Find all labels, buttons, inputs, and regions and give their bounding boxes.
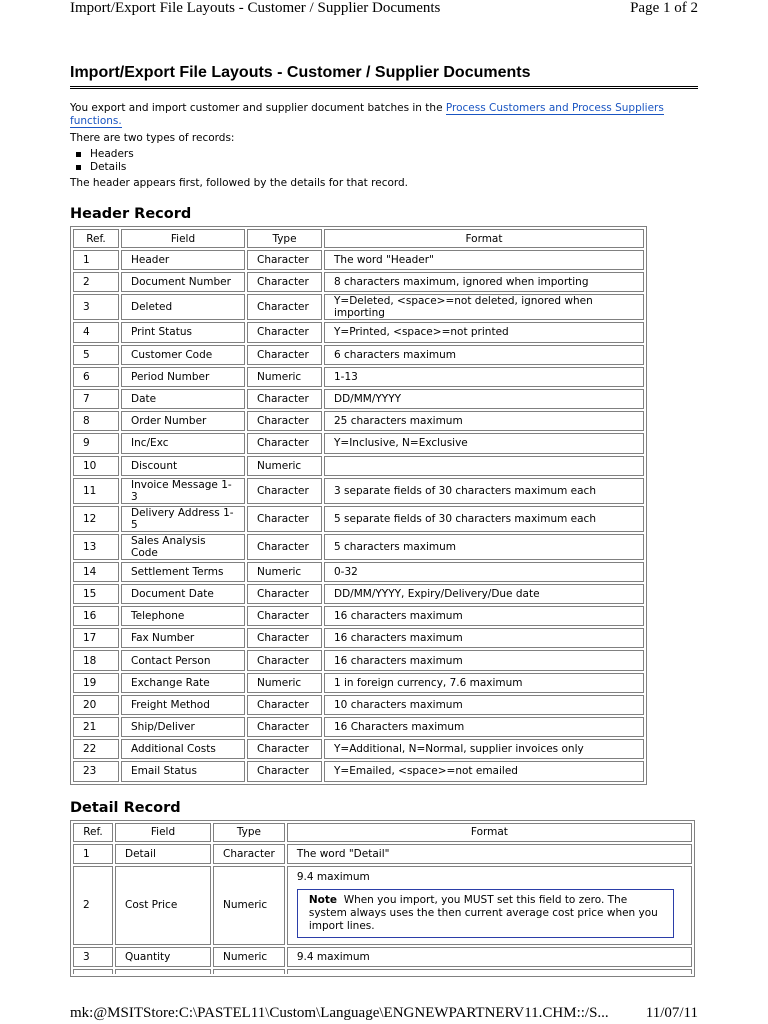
type-cell: Character xyxy=(247,250,322,270)
field-cell: Quantity xyxy=(115,947,211,967)
types-intro: There are two types of records: xyxy=(70,132,235,144)
format-cell: 5 characters maximum xyxy=(324,534,644,560)
field-cell: Ship/Deliver xyxy=(121,717,245,737)
print-footer-path: mk:@MSITStore:C:\PASTEL11\Custom\Language\ENGNEWPARTNERV11.CHM::/S... xyxy=(70,1005,609,1021)
field-cell: Invoice Message 1-3 xyxy=(121,478,245,504)
table-row xyxy=(73,695,644,715)
type-cell: Character xyxy=(247,433,322,453)
print-header xyxy=(70,0,698,18)
column-header: Format xyxy=(287,823,692,842)
table-row xyxy=(73,562,644,582)
format-cell: The word "Detail" xyxy=(287,844,692,864)
table-header-row xyxy=(73,823,692,842)
format-cell: 16 characters maximum xyxy=(324,628,644,648)
page-title: Import/Export File Layouts - Customer / Supplier Documents xyxy=(70,64,698,89)
intro-paragraph xyxy=(70,102,698,128)
type-cell: Character xyxy=(247,650,322,670)
field-cell: Additional Costs xyxy=(121,739,245,759)
column-header: Field xyxy=(115,823,211,842)
ref-cell: 23 xyxy=(73,761,119,781)
ref-cell: 1 xyxy=(73,844,113,864)
table-row xyxy=(73,456,644,476)
format-cell: Y=Printed, <space>=not printed xyxy=(324,322,644,342)
format-cell: 3 separate fields of 30 characters maximum each xyxy=(324,478,644,504)
field-cell: Fax Number xyxy=(121,628,245,648)
ref-cell: 2 xyxy=(73,866,113,945)
field-cell: Date xyxy=(121,389,245,409)
table-row xyxy=(73,947,692,967)
note-label: Note xyxy=(308,893,337,906)
ref-cell: 10 xyxy=(73,456,119,476)
ref-cell: 8 xyxy=(73,411,119,431)
field-cell: Delivery Address 1-5 xyxy=(121,506,245,532)
type-cell: Character xyxy=(247,294,322,320)
ref-cell: 6 xyxy=(73,367,119,387)
list-item xyxy=(70,161,698,174)
field-cell: Telephone xyxy=(121,606,245,626)
print-footer-date: 11/07/11 xyxy=(645,1005,698,1021)
column-header: Ref. xyxy=(73,823,113,842)
type-cell: Character xyxy=(247,478,322,504)
table-row xyxy=(73,272,644,292)
type-cell: Numeric xyxy=(247,456,322,476)
detail-record-heading: Detail Record xyxy=(70,799,181,816)
table-row xyxy=(73,717,644,737)
print-header-page: Page 1 of 2 xyxy=(630,0,698,16)
format-cell: The word "Header" xyxy=(324,250,644,270)
type-cell: Character xyxy=(247,584,322,604)
list-item xyxy=(70,148,698,161)
ref-cell: 11 xyxy=(73,478,119,504)
table-row xyxy=(73,506,644,532)
table-row xyxy=(73,606,644,626)
format-cell: 1-13 xyxy=(324,367,644,387)
type-cell: Character xyxy=(247,606,322,626)
ref-cell: 18 xyxy=(73,650,119,670)
type-cell: Character xyxy=(247,322,322,342)
format-cell: Y=Emailed, <space>=not emailed xyxy=(324,761,644,781)
print-footer xyxy=(70,1005,698,1023)
format-cell xyxy=(324,456,644,476)
bullet-icon xyxy=(76,165,81,170)
table-row xyxy=(73,345,644,365)
process-customers-suppliers-link[interactable]: Process Customers and Process Suppliers functions. xyxy=(70,102,664,127)
column-header: Ref. xyxy=(73,229,119,248)
order-note: The header appears first, followed by the details for that record. xyxy=(70,177,409,189)
table-row xyxy=(73,628,644,648)
table-row xyxy=(73,673,644,693)
field-cell: Sales Analysis Code xyxy=(121,534,245,560)
field-cell: Inc/Exc xyxy=(121,433,245,453)
format-cell: 5 separate fields of 30 characters maximum each xyxy=(324,506,644,532)
table-row xyxy=(73,433,644,453)
note-text: When you import, you MUST set this field to zero. The system always uses the then current average cost price when you import lines. xyxy=(308,893,658,932)
ref-cell: 7 xyxy=(73,389,119,409)
type-cell: Character xyxy=(247,761,322,781)
header-record-heading: Header Record xyxy=(70,206,192,222)
format-cell: Y=Additional, N=Normal, supplier invoices only xyxy=(324,739,644,759)
format-cell xyxy=(287,969,692,974)
table-row xyxy=(73,294,644,320)
format-cell: 6 characters maximum xyxy=(324,345,644,365)
field-cell: Settlement Terms xyxy=(121,562,245,582)
format-cell: 16 Characters maximum xyxy=(324,717,644,737)
ref-cell: 14 xyxy=(73,562,119,582)
intro-text: You export and import customer and supplier document batches in the xyxy=(70,102,446,114)
type-cell: Character xyxy=(247,739,322,759)
record-types-list xyxy=(70,148,698,174)
table-header-row xyxy=(73,229,644,248)
type-cell: Character xyxy=(247,345,322,365)
format-cell: 1 in foreign currency, 7.6 maximum xyxy=(324,673,644,693)
format-cell: 16 characters maximum xyxy=(324,606,644,626)
type-cell: Numeric xyxy=(247,367,322,387)
format-cell: 0-32 xyxy=(324,562,644,582)
table-row xyxy=(73,389,644,409)
ref-cell: 13 xyxy=(73,534,119,560)
table-row xyxy=(73,739,644,759)
detail-record-table xyxy=(70,820,695,977)
table-row xyxy=(73,478,644,504)
table-row xyxy=(73,584,644,604)
ref-cell: 12 xyxy=(73,506,119,532)
format-cell: 25 characters maximum xyxy=(324,411,644,431)
document-content xyxy=(70,64,698,977)
type-cell: Character xyxy=(247,534,322,560)
bullet-icon xyxy=(76,152,81,157)
field-cell: Document Number xyxy=(121,272,245,292)
type-cell: Numeric xyxy=(247,673,322,693)
type-cell xyxy=(213,969,285,974)
ref-cell: 5 xyxy=(73,345,119,365)
format-cell: 9.4 maximum xyxy=(287,947,692,967)
field-cell: Customer Code xyxy=(121,345,245,365)
field-cell: Cost Price xyxy=(115,866,211,945)
column-header: Field xyxy=(121,229,245,248)
format-cell xyxy=(287,866,692,945)
format-cell: 10 characters maximum xyxy=(324,695,644,715)
type-cell: Character xyxy=(247,411,322,431)
type-cell: Character xyxy=(213,844,285,864)
field-cell: Print Status xyxy=(121,322,245,342)
field-cell: Document Date xyxy=(121,584,245,604)
header-record-table xyxy=(70,226,647,785)
ref-cell: 3 xyxy=(73,294,119,320)
field-cell: Contact Person xyxy=(121,650,245,670)
ref-cell: 3 xyxy=(73,947,113,967)
format-text: 9.4 maximum xyxy=(296,870,370,883)
type-cell: Numeric xyxy=(247,562,322,582)
format-cell: 8 characters maximum, ignored when importing xyxy=(324,272,644,292)
field-cell: Exchange Rate xyxy=(121,673,245,693)
column-header: Format xyxy=(324,229,644,248)
ref-cell: 19 xyxy=(73,673,119,693)
table-row xyxy=(73,844,692,864)
ref-cell xyxy=(73,969,113,974)
field-cell: Detail xyxy=(115,844,211,864)
type-cell: Numeric xyxy=(213,947,285,967)
ref-cell: 4 xyxy=(73,322,119,342)
format-cell: 16 characters maximum xyxy=(324,650,644,670)
field-cell: Discount xyxy=(121,456,245,476)
list-item-label: Details xyxy=(90,161,127,173)
table-row xyxy=(73,761,644,781)
field-cell: Header xyxy=(121,250,245,270)
ref-cell: 2 xyxy=(73,272,119,292)
ref-cell: 21 xyxy=(73,717,119,737)
header-record-rows xyxy=(73,250,644,782)
table-row xyxy=(73,534,644,560)
field-cell: Order Number xyxy=(121,411,245,431)
table-row xyxy=(73,250,644,270)
type-cell: Character xyxy=(247,695,322,715)
type-cell: Character xyxy=(247,389,322,409)
format-cell: DD/MM/YYYY, Expiry/Delivery/Due date xyxy=(324,584,644,604)
ref-cell: 1 xyxy=(73,250,119,270)
table-row xyxy=(73,367,644,387)
type-cell: Character xyxy=(247,628,322,648)
ref-cell: 16 xyxy=(73,606,119,626)
field-cell: Deleted xyxy=(121,294,245,320)
table-row xyxy=(73,650,644,670)
type-cell: Character xyxy=(247,272,322,292)
ref-cell: 20 xyxy=(73,695,119,715)
type-cell: Numeric xyxy=(213,866,285,945)
ref-cell: 22 xyxy=(73,739,119,759)
ref-cell: 15 xyxy=(73,584,119,604)
list-item-label: Headers xyxy=(90,148,134,160)
format-cell: Y=Deleted, <space>=not deleted, ignored when importing xyxy=(324,294,644,320)
table-row xyxy=(73,322,644,342)
field-cell: Email Status xyxy=(121,761,245,781)
format-cell: Y=Inclusive, N=Exclusive xyxy=(324,433,644,453)
table-row xyxy=(73,866,692,945)
ref-cell: 9 xyxy=(73,433,119,453)
table-row xyxy=(73,411,644,431)
ref-cell: 17 xyxy=(73,628,119,648)
type-cell: Character xyxy=(247,717,322,737)
field-cell: Period Number xyxy=(121,367,245,387)
print-header-title: Import/Export File Layouts - Customer / Supplier Documents xyxy=(70,0,441,16)
type-cell: Character xyxy=(247,506,322,532)
table-row-partial xyxy=(73,969,692,974)
field-cell xyxy=(115,969,211,974)
note-box xyxy=(297,889,674,938)
column-header: Type xyxy=(213,823,285,842)
column-header: Type xyxy=(247,229,322,248)
format-cell: DD/MM/YYYY xyxy=(324,389,644,409)
field-cell: Freight Method xyxy=(121,695,245,715)
